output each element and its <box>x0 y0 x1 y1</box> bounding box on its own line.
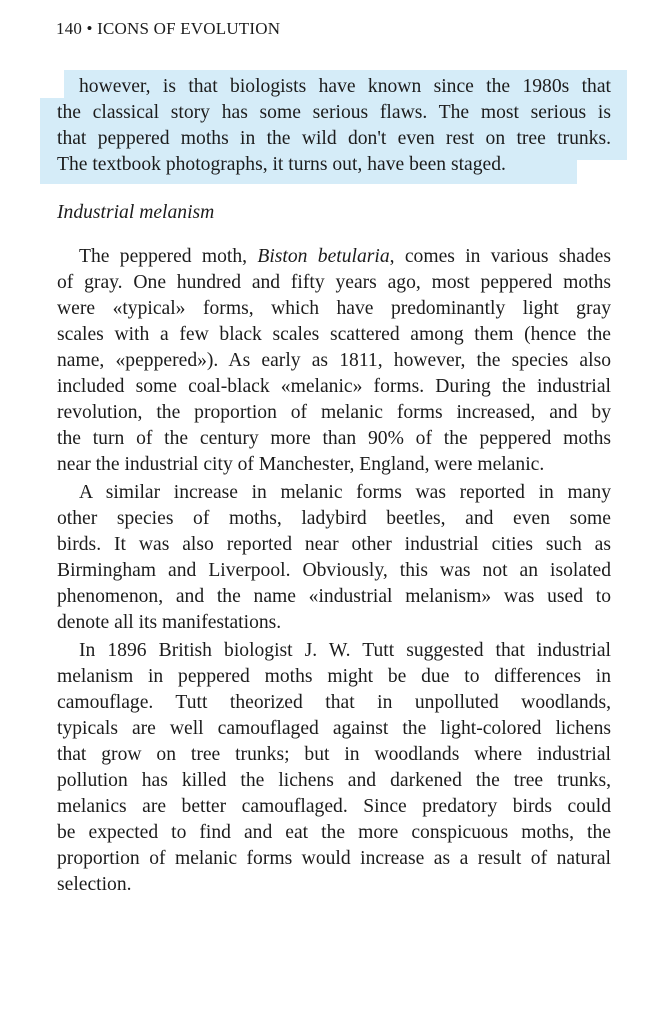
paragraph-line: A similar increase in melanic forms was reported in many <box>79 482 611 503</box>
paragraph-line: that grow on tree trunks; but in woodlands where industrial <box>57 744 611 765</box>
highlighted-line[interactable]: The textbook photographs, it turns out, have been staged. <box>57 154 506 175</box>
paragraph-line: revolution, the proportion of melanic forms increased, and by <box>57 402 611 423</box>
section-heading: Industrial melanism <box>57 202 215 223</box>
paragraph-line: camouflage. Tutt theorized that in unpolluted woodlands, <box>57 692 611 713</box>
highlighted-line[interactable]: the classical story has some serious flaws. The most serious is <box>57 102 611 123</box>
paragraph-line: birds. It was also reported near other industrial cities such as <box>57 534 611 555</box>
paragraph-line: melanism in peppered moths might be due to differences in <box>57 666 611 687</box>
paragraph-line: melanics are better camouflaged. Since predatory birds could <box>57 796 611 817</box>
species-name: Biston betularia <box>257 246 390 267</box>
paragraph-line: other species of moths, ladybird beetles, and even some <box>57 508 611 529</box>
paragraph-line: proportion of melanic forms would increase as a result of natural <box>57 848 611 869</box>
paragraph-line: denote all its manifestations. <box>57 612 282 633</box>
running-head: 140 • ICONS OF EVOLUTION <box>56 19 281 38</box>
paragraph-line: In 1896 British biologist J. W. Tutt suggested that industrial <box>79 640 611 661</box>
highlighted-line[interactable]: that peppered moths in the wild don't even rest on tree trunks. <box>57 128 611 149</box>
paragraph-line: Birmingham and Liverpool. Obviously, this was not an isolated <box>57 560 611 581</box>
paragraph-line: typicals are well camouflaged against the light-colored lichens <box>57 718 611 739</box>
paragraph-line: near the industrial city of Manchester, England, were melanic. <box>57 454 545 475</box>
text-run: , comes in various shades <box>389 246 611 267</box>
paragraph-line: selection. <box>57 874 132 895</box>
paragraph-line: the turn of the century more than 90% of the peppered moths <box>57 428 611 449</box>
paragraph-line: name, «peppered»). As early as 1811, however, the species also <box>57 350 611 371</box>
paragraph-line: phenomenon, and the name «industrial melanism» was used to <box>57 586 611 607</box>
paragraph-line: be expected to find and eat the more conspicuous moths, the <box>57 822 611 843</box>
paragraph-line: scales with a few black scales scattered among them (hence the <box>57 324 611 345</box>
paragraph-line: were «typical» forms, which have predominantly light gray <box>57 298 611 319</box>
text-run: The peppered moth, <box>79 246 258 267</box>
paragraph-line: included some coal-black «melanic» forms. During the industrial <box>57 376 611 397</box>
highlighted-line[interactable]: however, is that biologists have known since the 1980s that <box>79 76 611 97</box>
paragraph-line: of gray. One hundred and fifty years ago, most peppered moths <box>57 272 611 293</box>
paragraph-line: pollution has killed the lichens and darkened the tree trunks, <box>57 770 611 791</box>
paragraph-line <box>79 244 611 270</box>
